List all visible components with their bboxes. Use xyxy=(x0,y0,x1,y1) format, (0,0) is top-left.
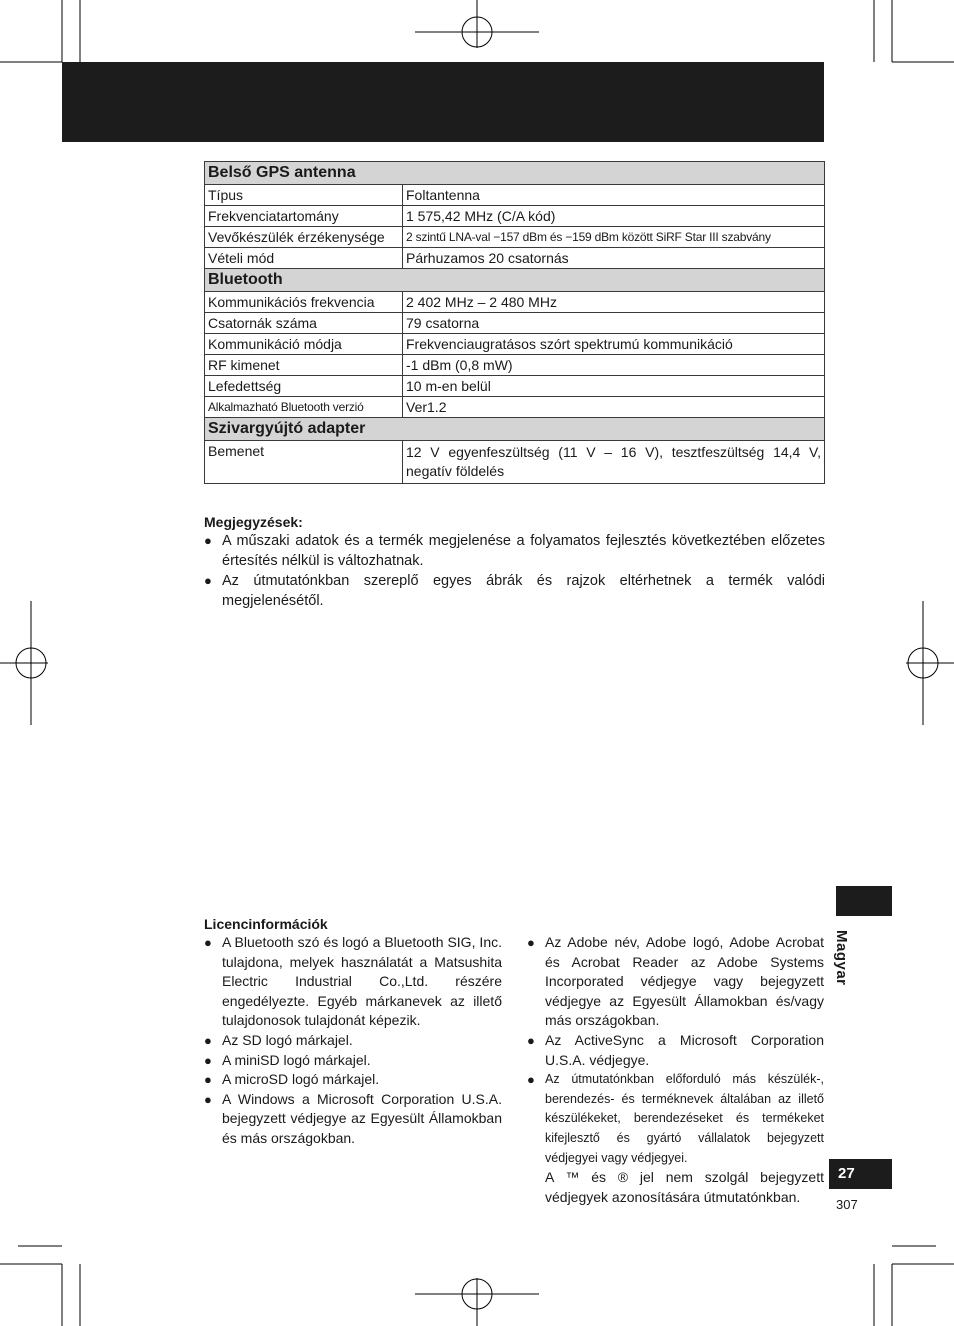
license-list-2 xyxy=(527,933,824,1168)
page-number-tab: 27 xyxy=(829,1159,892,1189)
table-row: Frekvenciatartomány 1 575,42 MHz (C/A kód) xyxy=(205,206,825,227)
list-item: ● A Windows a Microsoft Corporation U.S.A. bejegyzett védjegye az Egyesült Államokban és más országokban. xyxy=(204,1090,502,1149)
header-bar xyxy=(62,62,824,142)
table-row: Vevőkészülék érzékenysége 2 szintű LNA-val −157 dBm és −159 dBm között SiRF Star III szabvány xyxy=(205,227,825,248)
language-tab xyxy=(836,886,892,916)
list-item: ● Az útmutatónkban szereplő egyes ábrák és rajzok eltérhetnek a termék valódi megjelenésétől. xyxy=(204,571,825,611)
list-item: ● A miniSD logó márkajel. xyxy=(204,1051,502,1071)
license-heading: Licencinformációk xyxy=(204,916,328,932)
section-header-gps: Belső GPS antenna xyxy=(205,162,825,185)
trademark-note: A ™ és ® jel nem szolgál bejegyzett védjegyek azonosítására útmutatónkban. xyxy=(545,1169,824,1205)
list-item: ● Az Adobe név, Adobe logó, Adobe Acrobat és Acrobat Reader az Adobe Systems Incorporated védjegye vagy bejegyzett védjegye az Egyesült Államokban és/vagy más országokban. xyxy=(527,933,824,1031)
table-row: Vételi mód Párhuzamos 20 csatornás xyxy=(205,248,825,269)
license-list-1 xyxy=(204,933,502,1149)
table-row: Csatornák száma 79 csatorna xyxy=(205,313,825,334)
page-number-sub: 307 xyxy=(836,1197,858,1212)
license-column-1 xyxy=(204,915,502,1149)
table-row: Típus Foltantenna xyxy=(205,185,825,206)
specs-table xyxy=(204,161,825,484)
table-row: RF kimenet -1 dBm (0,8 mW) xyxy=(205,355,825,376)
table-row: Bemenet 12 V egyenfeszültség (11 V – 16 V), tesztfeszültség 14,4 V, negatív földelés xyxy=(205,441,825,484)
notes-section xyxy=(204,513,825,611)
list-item: ● A Bluetooth szó és logó a Bluetooth SIG, Inc. tulajdona, melyek használatát a Matsushita Electric Industrial Co.,Ltd. részére engedélyezte. Egyéb márkanevek az illető tulajdonosok tulajdonát képezik. xyxy=(204,933,502,1031)
list-item: ● A műszaki adatok és a termék megjelenése a folyamatos fejlesztés következtében előzetes értesítés nélkül is változhatnak. xyxy=(204,531,825,571)
table-row: Kommunikáció módja Frekvenciaugratásos szórt spektrumú kommunikáció xyxy=(205,334,825,355)
list-item: ● A microSD logó márkajel. xyxy=(204,1070,502,1090)
language-label xyxy=(826,930,856,1000)
section-header-adapter: Szivargyújtó adapter xyxy=(205,418,825,441)
table-row: Lefedettség 10 m-en belül xyxy=(205,376,825,397)
table-row: Alkalmazható Bluetooth verzió Ver1.2 xyxy=(205,397,825,418)
list-item: ● Az ActiveSync a Microsoft Corporation U.S.A. védjegye. xyxy=(527,1031,824,1070)
list-item: ● Az útmutatónkban előforduló más készülék-, berendezés- és terméknevek általában az illető készülékeket, berendezéseket és termékeket kifejlesztő és gyártó vállalatok bejegyzett védjegyei vagy védjegyei. xyxy=(527,1070,824,1168)
language-label-text: Magyar xyxy=(833,930,850,986)
notes-list xyxy=(204,531,825,611)
section-header-bluetooth: Bluetooth xyxy=(205,269,825,292)
notes-heading: Megjegyzések: xyxy=(204,514,303,530)
list-item: ● Az SD logó márkajel. xyxy=(204,1031,502,1051)
table-row: Kommunikációs frekvencia 2 402 MHz – 2 480 MHz xyxy=(205,292,825,313)
license-column-2 xyxy=(527,933,824,1207)
